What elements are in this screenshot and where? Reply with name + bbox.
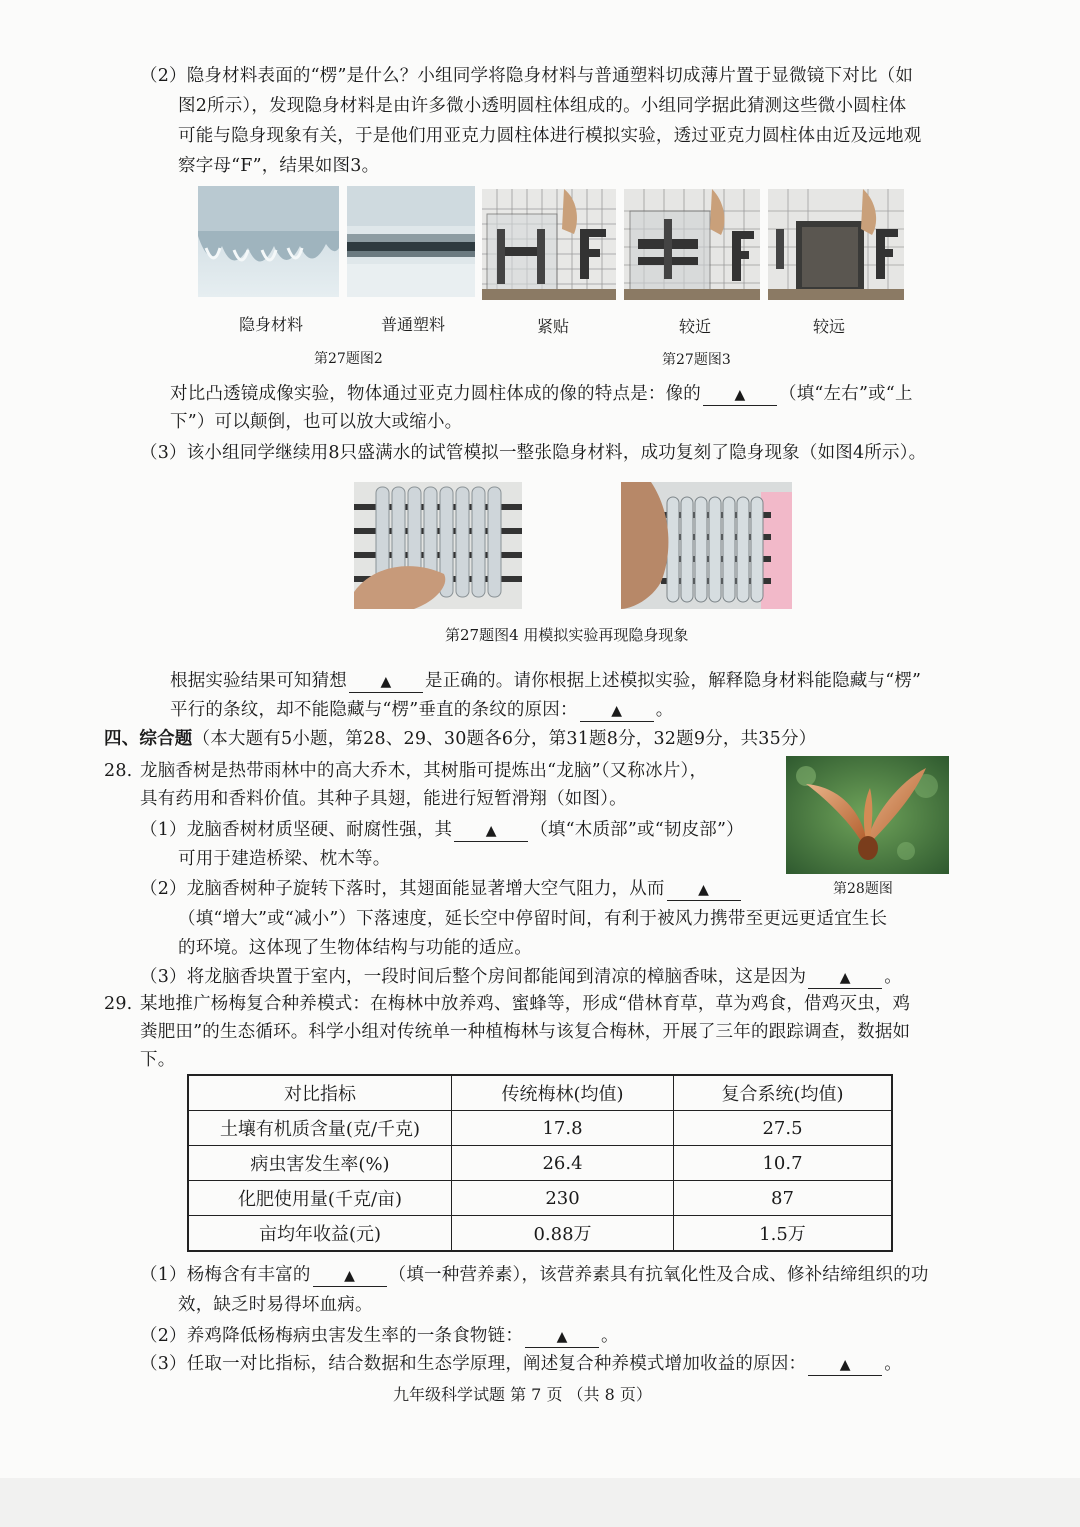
answer-blank[interactable]: ▲ <box>808 1355 882 1376</box>
q27-p2-line4: 察字母“F”，结果如图3。 <box>178 156 380 176</box>
answer-blank[interactable]: ▲ <box>580 701 654 722</box>
q29-line3: 下。 <box>140 1050 176 1070</box>
q29-line2: 粪肥田”的生态循环。科学小组对传统单一种植梅林与该复合梅林，开展了三年的跟踪调查，数据如 <box>140 1022 911 1042</box>
fig28-winged-seed-photo <box>786 756 949 874</box>
q28-sub2-line3: 的环境。这体现了生物体结构与功能的适应。 <box>178 938 532 958</box>
page-footer: 九年级科学试题 第 7 页 （共 8 页） <box>393 1385 652 1404</box>
fig2-ordinary-plastic-photo <box>347 186 475 297</box>
table-row <box>188 1111 892 1146</box>
fig28-caption: 第28题图 <box>833 881 893 897</box>
fig2-caption: 第27题图2 <box>314 351 383 367</box>
q29-sub2-line: （2）养鸡降低杨梅病虫害发生率的一条食物链： ▲ 。 <box>140 1326 619 1346</box>
table-header-cell: 对比指标 <box>188 1075 452 1111</box>
q29-sub1-line2: 效，缺乏时易得坏血病。 <box>178 1295 373 1315</box>
comparison-table <box>187 1074 893 1252</box>
answer-blank[interactable]: ▲ <box>808 968 882 989</box>
table-row <box>188 1216 892 1252</box>
fig2-invisibility-material-photo <box>198 186 339 297</box>
table-cell: 27.5 <box>674 1111 893 1146</box>
fig2-label-invisibility-material: 隐身材料 <box>238 315 303 334</box>
table-cell: 化肥使用量(千克/亩) <box>188 1181 452 1216</box>
q28-sub1-line1: （1）龙脑香树材质坚硬、耐腐性强，其 ▲ （填“木质部”或“韧皮部”） <box>140 820 744 840</box>
fig3-far-photo <box>768 189 904 300</box>
section4-note: （本大题有5小题，第28、29、30题各6分，第31题8分，32题9分，共35分） <box>192 729 817 749</box>
q27-p2-line2: 图2所示），发现隐身材料是由许多微小透明圆柱体组成的。小组同学据此猜测这些微小圆柱体 <box>178 96 907 116</box>
q27-p2-line1: （2）隐身材料表面的“楞”是什么？小组同学将隐身材料与普通塑料切成薄片置于显微镜下对比（如 <box>140 66 914 86</box>
table-row <box>188 1181 892 1216</box>
fig4-test-tubes-photo-left <box>354 482 522 609</box>
table-cell: 230 <box>452 1181 674 1216</box>
q27-p3b-line1: 根据实验结果可知猜想 ▲ 是正确的。请你根据上述模拟实验，解释隐身材料能隐藏与“楞” <box>170 671 922 691</box>
table-cell: 26.4 <box>452 1146 674 1181</box>
fig3-label-far: 较远 <box>812 317 845 336</box>
q29-line1: 某地推广杨梅复合种养模式：在梅林中放养鸡、蜜蜂等，形成“借林育草，草为鸡食，借鸡灭虫，鸡 <box>140 994 911 1014</box>
fig4-test-tubes-photo-right <box>621 482 792 609</box>
answer-blank[interactable]: ▲ <box>525 1327 599 1348</box>
q27-p2b-line2: 下”）可以颠倒，也可以放大或缩小。 <box>170 412 463 432</box>
table-cell: 87 <box>674 1181 893 1216</box>
table-cell: 亩均年收益(元) <box>188 1216 452 1252</box>
q28-sub3-line: （3）将龙脑香块置于室内，一段时间后整个房间都能闻到清凉的樟脑香味，这是因为 ▲ 。 <box>140 967 902 987</box>
q27-p2-line3: 可能与隐身现象有关，于是他们用亚克力圆柱体进行模拟实验，透过亚克力圆柱体由近及远地观 <box>178 126 922 146</box>
q28-number: 28. <box>104 761 133 781</box>
fig3-label-near: 较近 <box>678 317 711 336</box>
table-row <box>188 1146 892 1181</box>
fig3-label-close: 紧贴 <box>536 317 569 336</box>
q27-p3b-line2: 平行的条纹，却不能隐藏与“楞”垂直的条纹的原因： ▲ 。 <box>170 700 674 720</box>
table-cell: 病虫害发生率(%) <box>188 1146 452 1181</box>
q29-number: 29. <box>104 994 133 1014</box>
answer-blank[interactable]: ▲ <box>667 880 741 901</box>
table-header-cell: 传统梅林(均值) <box>452 1075 674 1111</box>
answer-blank[interactable]: ▲ <box>454 821 528 842</box>
q28-sub2-line1: （2）龙脑香树种子旋转下落时，其翅面能显著增大空气阻力，从而 ▲ <box>140 876 743 902</box>
table-cell: 10.7 <box>674 1146 893 1181</box>
q29-sub1-line1: （1）杨梅含有丰富的 ▲ （填一种营养素），该营养素具有抗氧化性及合成、修补结缔组织的功 <box>140 1265 929 1285</box>
q28-line2: 具有药用和香料价值。其种子具翅，能进行短暂滑翔（如图）。 <box>140 789 627 809</box>
table-header-cell: 复合系统(均值) <box>674 1075 893 1111</box>
q28-sub1-line2: 可用于建造桥梁、枕木等。 <box>178 849 391 869</box>
q28-line1: 龙脑香树是热带雨林中的高大乔木，其树脂可提炼出“龙脑”（又称冰片）， <box>140 761 708 781</box>
fig3-near-photo <box>624 189 760 300</box>
table-cell: 土壤有机质含量(克/千克) <box>188 1111 452 1146</box>
fig3-caption: 第27题图3 <box>662 352 731 368</box>
q29-sub3-line: （3）任取一对比指标，结合数据和生态学原理，阐述复合种养模式增加收益的原因： ▲ 。 <box>140 1354 902 1374</box>
section4-heading <box>104 726 816 752</box>
fig2-label-ordinary-plastic: 普通塑料 <box>380 315 445 334</box>
fig4-caption: 第27题图4 用模拟实验再现隐身现象 <box>445 626 689 644</box>
q27-p3-line: （3）该小组同学继续用8只盛满水的试管模拟一整张隐身材料，成功复刻了隐身现象（如图4所示）。 <box>140 443 927 463</box>
table-cell: 1.5万 <box>674 1216 893 1252</box>
table-cell: 0.88万 <box>452 1216 674 1252</box>
section4-title: 四、综合题 <box>104 729 193 749</box>
q28-sub2-line2: （填“增大”或“减小”）下落速度，延长空中停留时间，有利于被风力携带至更远更适宜生长 <box>178 909 888 929</box>
answer-blank[interactable]: ▲ <box>349 672 423 693</box>
answer-blank[interactable]: ▲ <box>313 1266 387 1287</box>
table-cell: 17.8 <box>452 1111 674 1146</box>
scan-bottom-margin <box>0 1478 1080 1527</box>
fig3-close-photo <box>482 189 616 300</box>
q27-p2b-line1: 对比凸透镜成像实验，物体通过亚克力圆柱体成的像的特点是：像的 ▲ （填“左右”或“上 <box>170 384 913 404</box>
answer-blank[interactable]: ▲ <box>703 385 777 406</box>
table-header-row <box>188 1075 892 1111</box>
